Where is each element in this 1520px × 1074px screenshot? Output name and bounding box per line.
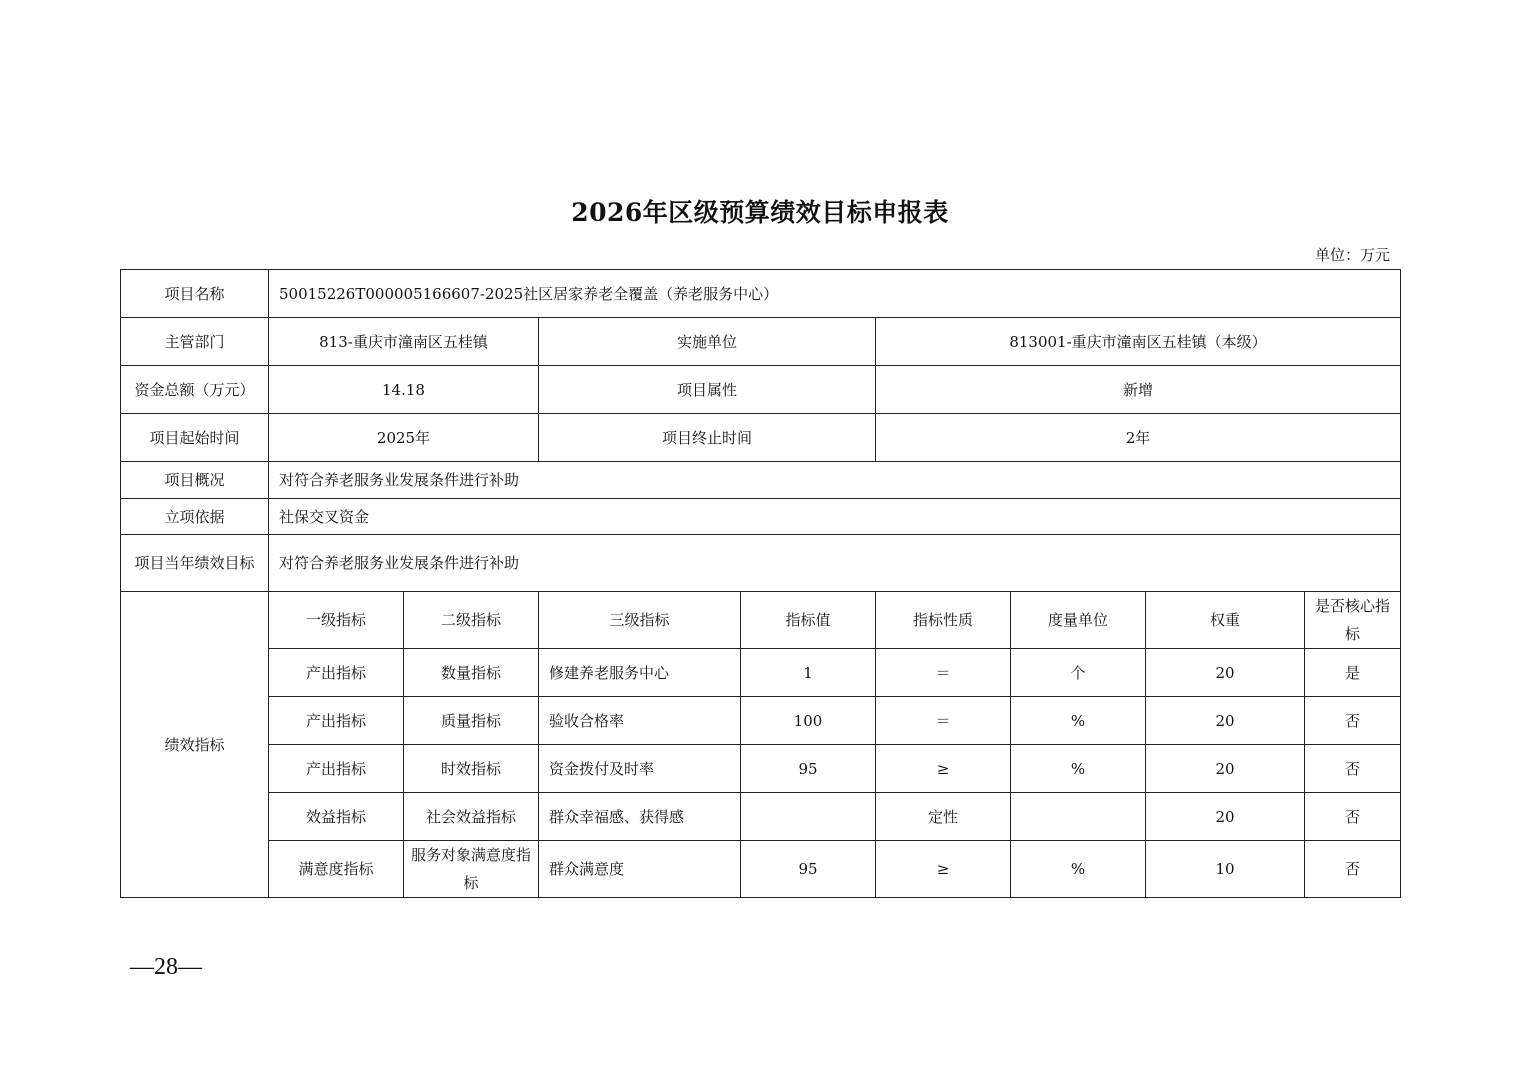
- goal-label: 项目当年绩效目标: [121, 535, 269, 592]
- level3-cell: 修建养老服务中心: [539, 649, 741, 697]
- row-department: [121, 318, 1401, 366]
- unit-cell: 个: [1011, 649, 1146, 697]
- dept-label: 主管部门: [121, 318, 269, 366]
- level1-cell: 满意度指标: [269, 841, 404, 898]
- core-cell: 否: [1305, 745, 1401, 793]
- end-label: 项目终止时间: [539, 414, 876, 462]
- level2-cell: 服务对象满意度指标: [404, 841, 539, 898]
- core-cell: 是: [1305, 649, 1401, 697]
- basis-label: 立项依据: [121, 499, 269, 535]
- unit-cell: %: [1011, 745, 1146, 793]
- nature-cell: ＝: [876, 697, 1011, 745]
- indicator-row: [121, 793, 1401, 841]
- level2-cell: 质量指标: [404, 697, 539, 745]
- level3-cell: 群众幸福感、获得感: [539, 793, 741, 841]
- weight-cell: 20: [1146, 649, 1305, 697]
- impl-value: 813001-重庆市潼南区五桂镇（本级）: [876, 318, 1401, 366]
- weight-cell: 10: [1146, 841, 1305, 898]
- header-core: 是否核心指标: [1305, 592, 1401, 649]
- weight-cell: 20: [1146, 697, 1305, 745]
- row-basis: [121, 499, 1401, 535]
- value-cell: 100: [741, 697, 876, 745]
- unit-cell: %: [1011, 841, 1146, 898]
- indicator-row: [121, 841, 1401, 898]
- impl-label: 实施单位: [539, 318, 876, 366]
- level3-cell: 验收合格率: [539, 697, 741, 745]
- goal-value: 对符合养老服务业发展条件进行补助: [269, 535, 1401, 592]
- unit-cell: [1011, 793, 1146, 841]
- level2-cell: 数量指标: [404, 649, 539, 697]
- page-number: —28—: [130, 954, 202, 980]
- nature-cell: ≥: [876, 841, 1011, 898]
- overview-label: 项目概况: [121, 462, 269, 499]
- value-cell: [741, 793, 876, 841]
- value-cell: 95: [741, 745, 876, 793]
- level1-cell: 产出指标: [269, 697, 404, 745]
- row-goal: [121, 535, 1401, 592]
- basis-value: 社保交叉资金: [269, 499, 1401, 535]
- row-overview: [121, 462, 1401, 499]
- level3-cell: 资金拨付及时率: [539, 745, 741, 793]
- indicator-header-row: [121, 592, 1401, 649]
- row-fund: [121, 366, 1401, 414]
- header-level1: 一级指标: [269, 592, 404, 649]
- start-value: 2025年: [269, 414, 539, 462]
- dept-value: 813-重庆市潼南区五桂镇: [269, 318, 539, 366]
- header-weight: 权重: [1146, 592, 1305, 649]
- level1-cell: 效益指标: [269, 793, 404, 841]
- weight-cell: 20: [1146, 793, 1305, 841]
- unit-cell: %: [1011, 697, 1146, 745]
- level2-cell: 时效指标: [404, 745, 539, 793]
- level2-cell: 社会效益指标: [404, 793, 539, 841]
- unit-label: 单位：万元: [1314, 246, 1390, 264]
- attr-value: 新增: [876, 366, 1401, 414]
- core-cell: 否: [1305, 697, 1401, 745]
- overview-value: 对符合养老服务业发展条件进行补助: [269, 462, 1401, 499]
- header-unit: 度量单位: [1011, 592, 1146, 649]
- start-label: 项目起始时间: [121, 414, 269, 462]
- weight-cell: 20: [1146, 745, 1305, 793]
- project-name-label: 项目名称: [121, 270, 269, 318]
- level3-cell: 群众满意度: [539, 841, 741, 898]
- indicator-row: [121, 697, 1401, 745]
- row-time: [121, 414, 1401, 462]
- fund-value: 14.18: [269, 366, 539, 414]
- row-project-name: [121, 270, 1401, 318]
- fund-label: 资金总额（万元）: [121, 366, 269, 414]
- value-cell: 95: [741, 841, 876, 898]
- core-cell: 否: [1305, 793, 1401, 841]
- level1-cell: 产出指标: [269, 649, 404, 697]
- end-value: 2年: [876, 414, 1401, 462]
- nature-cell: ＝: [876, 649, 1011, 697]
- core-cell: 否: [1305, 841, 1401, 898]
- nature-cell: ≥: [876, 745, 1011, 793]
- indicator-row: [121, 649, 1401, 697]
- header-level2: 二级指标: [404, 592, 539, 649]
- project-name-value: 50015226T000005166607-2025社区居家养老全覆盖（养老服务中心）: [269, 270, 1401, 318]
- performance-target-table: [120, 269, 1401, 898]
- value-cell: 1: [741, 649, 876, 697]
- header-level3: 三级指标: [539, 592, 741, 649]
- header-nature: 指标性质: [876, 592, 1011, 649]
- indicator-section-label: 绩效指标: [121, 592, 269, 898]
- nature-cell: 定性: [876, 793, 1011, 841]
- level1-cell: 产出指标: [269, 745, 404, 793]
- attr-label: 项目属性: [539, 366, 876, 414]
- page-title: 2026年区级预算绩效目标申报表: [571, 198, 949, 227]
- header-value: 指标值: [741, 592, 876, 649]
- indicator-row: [121, 745, 1401, 793]
